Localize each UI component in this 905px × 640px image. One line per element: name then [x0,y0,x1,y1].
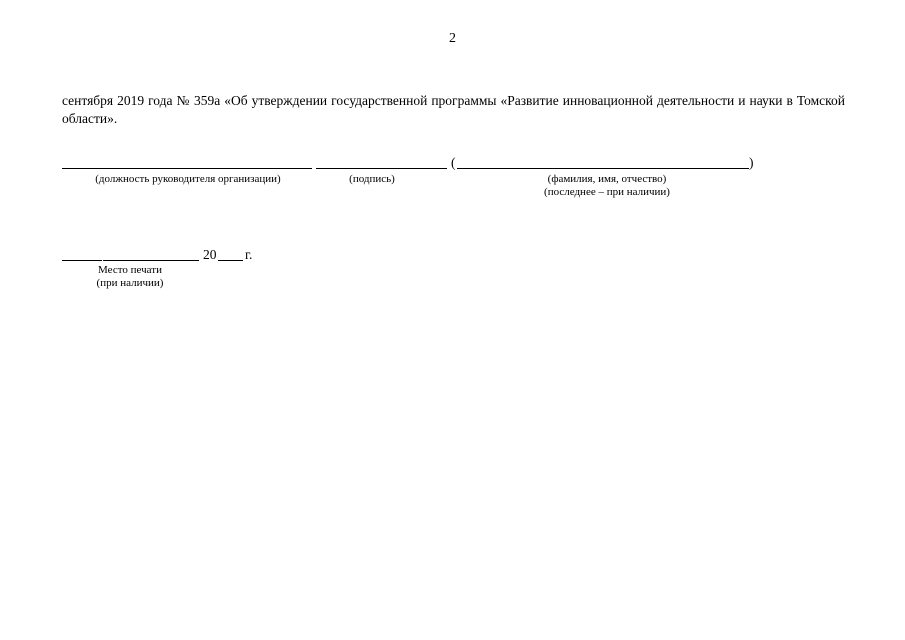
name-line [457,168,749,169]
name-open-paren: ( [451,155,456,170]
name-caption-note: (последнее – при наличии) [544,186,670,198]
position-caption: (должность руководителя организации) [95,173,281,185]
body-paragraph: сентября 2019 года № 359а «Об утверждении государственной программы «Развитие инновационной деятельности и науки в Томской области». [62,93,845,126]
year-suffix: г. [245,247,253,262]
year-line [218,260,243,261]
stamp-caption-note: (при наличии) [96,277,164,289]
day-line [62,260,102,261]
signature-row [0,156,905,170]
month-line [103,260,199,261]
page-number: 2 [449,31,456,46]
signature-caption: (подпись) [349,173,395,185]
name-close-paren: ) [749,155,754,170]
name-caption: (фамилия, имя, отчество) [547,173,667,185]
position-line [62,168,312,169]
date-row [0,247,905,263]
stamp-caption: Место печати [98,264,162,276]
year-prefix: 20 [203,247,217,262]
signature-line [316,168,447,169]
